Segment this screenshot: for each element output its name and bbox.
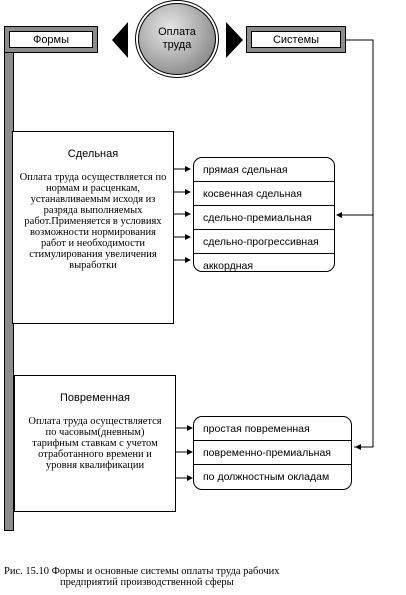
list-item: повременно-премиальная bbox=[194, 441, 351, 465]
timebased-title: Повременная bbox=[59, 392, 130, 404]
list-item: косвенная сдельная bbox=[194, 182, 334, 206]
caption-line-1: Рис. 15.10 Формы и основные системы оплаты труда рабочих bbox=[4, 566, 280, 577]
list-item: аккордная bbox=[203, 260, 254, 272]
list-item: по должностным окладам bbox=[203, 471, 330, 483]
list-item: простая повременная bbox=[194, 417, 351, 441]
timebased-description: Оплата труда осуществляется по часовым(дневным) тарифным ставкам с учетом отработанного времени и уровня квалификации bbox=[28, 416, 162, 471]
systems-connector bbox=[346, 40, 373, 447]
left-arrow-triangle bbox=[112, 22, 128, 58]
piecework-description: Оплата труда осуществляется по нормам и расценкам, устанавливаемым исходя из разряда выполняемых работ.Применяется в условиях возможности нормирования работ и необходимости стимулирования увеличения выработки bbox=[19, 172, 167, 271]
forms-header-label: Формы bbox=[9, 31, 93, 48]
piecework-box bbox=[12, 131, 174, 324]
timebased-box bbox=[14, 375, 176, 512]
list-item: прямая сдельная bbox=[194, 158, 334, 182]
systems-header-label: Системы bbox=[251, 31, 341, 48]
caption-line-2: предприятий производственной сферы bbox=[60, 577, 234, 588]
timebased-systems-list bbox=[193, 416, 352, 490]
list-item: сдельно-премиальная bbox=[194, 206, 334, 230]
right-arrow-triangle bbox=[226, 22, 243, 58]
labour-pay-circle bbox=[138, 3, 216, 75]
piecework-systems-list bbox=[193, 157, 335, 272]
labour-pay-label: Оплата труда bbox=[158, 26, 196, 51]
piecework-title: Сдельная bbox=[67, 148, 119, 160]
figure-caption bbox=[4, 566, 404, 588]
list-item: сдельно-прогрессивная bbox=[194, 230, 334, 254]
